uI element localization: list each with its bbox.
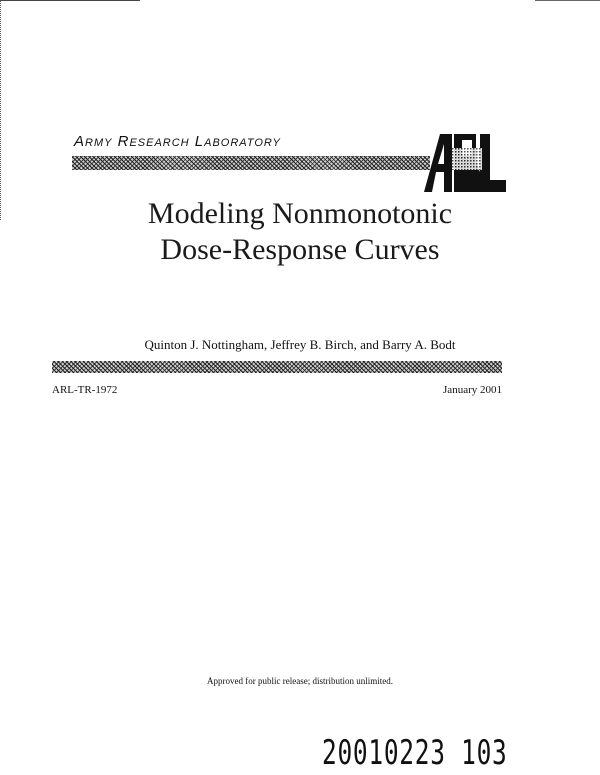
document-title: [60, 196, 540, 268]
report-date: January 2001: [443, 384, 502, 396]
scan-edge-top: [0, 0, 140, 1]
title-line-2: Dose-Response Curves: [160, 233, 440, 266]
accession-stamp: 20010223 103: [322, 733, 508, 773]
arl-logo-icon: [422, 130, 508, 194]
header-hatch-band: [72, 156, 430, 170]
report-number: ARL-TR-1972: [52, 384, 118, 396]
laboratory-name: Army Research Laboratory: [74, 133, 281, 150]
scan-edge-top-right: [535, 0, 600, 1]
title-line-1: Modeling Nonmonotonic: [147, 197, 453, 230]
author-hatch-band: [52, 361, 502, 373]
scan-edge-left: [0, 0, 2, 220]
distribution-statement: Approved for public release; distribution unlimited.: [207, 676, 393, 686]
authors: Quinton J. Nottingham, Jeffrey B. Birch, and Barry A. Bodt: [144, 337, 456, 352]
